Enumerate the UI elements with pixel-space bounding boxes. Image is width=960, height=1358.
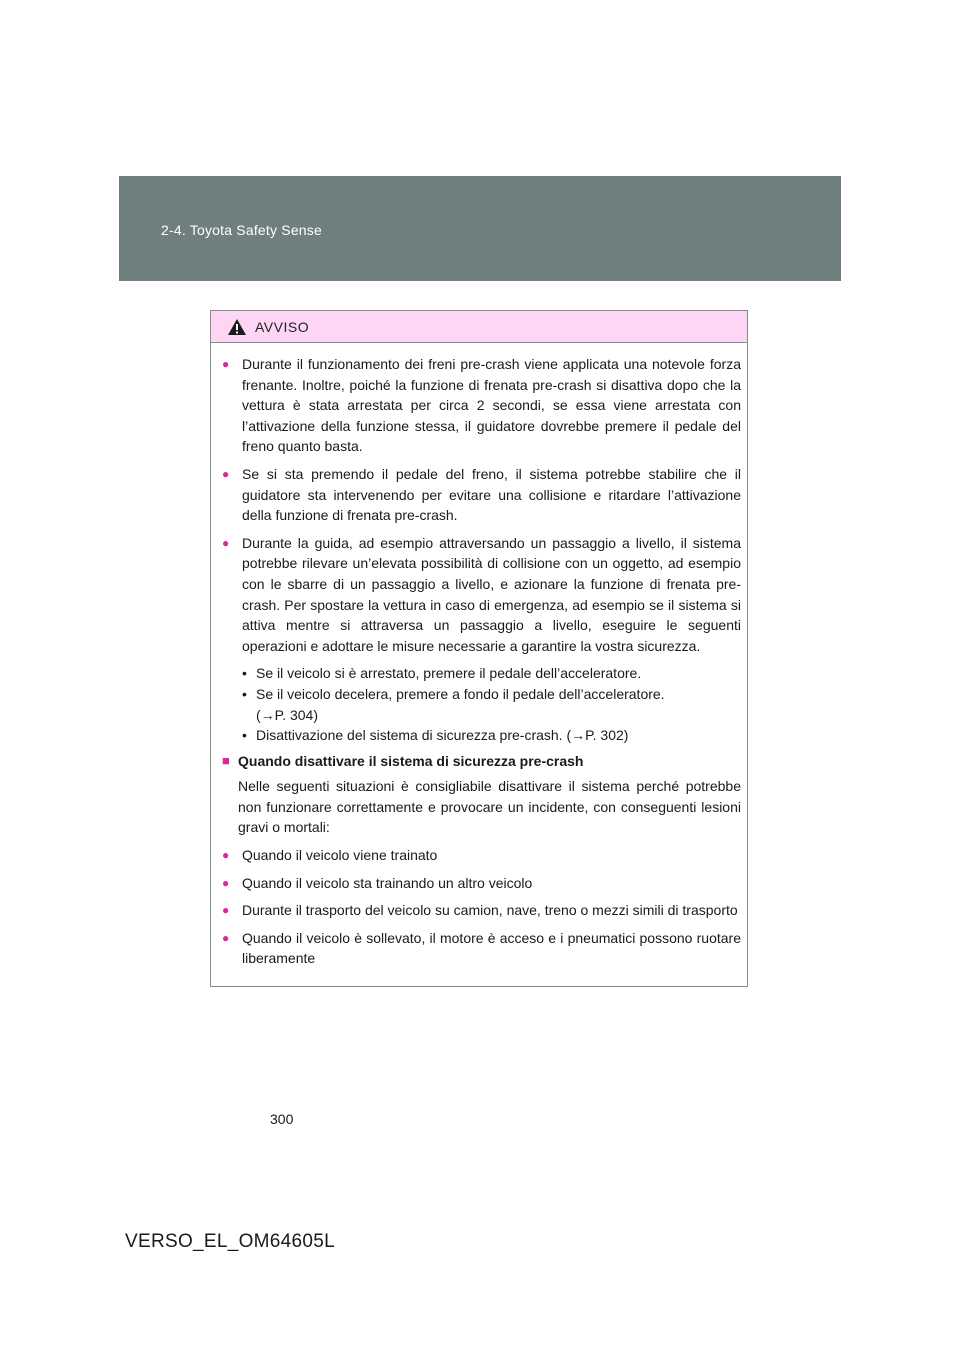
circle-bullet-icon: ● [222,466,230,481]
sub-list-item: • Disattivazione del sistema di sicurezza pre-crash. (→P. 302) [242,727,629,744]
warning-triangle-icon [227,318,247,336]
section-title: 2-4. Toyota Safety Sense [161,222,322,238]
document-code: VERSO_EL_OM64605L [125,1231,335,1252]
square-bullet-icon: ■ [222,752,230,768]
section-header-band [119,176,841,281]
warning-item: ● Quando il veicolo è sollevato, il motore è acceso e i pneumatici possono ruotare liberamente [222,928,741,969]
sub-list-item: • Se il veicolo decelera, premere a fondo il pedale dell’acceleratore. [242,685,665,702]
circle-bullet-icon: ● [222,535,230,550]
warning-item: ● Se si sta premendo il pedale del freno, il sistema potrebbe stabilire che il guidatore sta intervenendo per evitare una collisione e ritardare l’attivazione della funzione di frenata pre-crash. [222,464,741,526]
warning-item: ● Durante il trasporto del veicolo su camion, nave, treno o mezzi simili di trasporto [222,900,741,921]
sub-list [222,663,741,745]
warning-item: ● Quando il veicolo viene trainato [222,845,741,866]
section-intro: Nelle seguenti situazioni è consigliabile disattivare il sistema perché potrebbe non funzionare correttamente e provocare un incidente, con conseguenti lesioni gravi o mortali: [238,778,741,836]
circle-bullet-icon: ● [222,848,230,863]
circle-bullet-icon: ● [222,903,230,918]
warning-item: ● Durante la guida, ad esempio attraversando un passaggio a livello, il sistema potrebbe rilevare un’elevata possibilità di collisione con un oggetto, ad esempio con le sbarre di un passaggio a livello, e azionare la funzione di frenata pre-crash. Per spostare la vettura in caso di emergenza, ad esempio se il sistema si attiva mentre si attraversa un passaggio a livello, eseguire le seguenti operazioni e adottare le misure necessarie a garantire la vostra sicurezza. [222,533,741,657]
circle-bullet-icon: ● [222,875,230,890]
section-heading: ■ Quando disattivare il sistema di sicurezza pre-crash [222,751,741,772]
warning-box [210,310,748,987]
warning-body [211,343,747,969]
page-number: 300 [270,1111,294,1127]
warning-title: AVVISO [255,318,310,335]
circle-bullet-icon: ● [222,930,230,945]
sub-list-item: • Se il veicolo si è arrestato, premere il pedale dell’acceleratore. [242,665,642,682]
warning-header [211,311,747,343]
warning-item: ● Quando il veicolo sta trainando un altro veicolo [222,873,741,894]
page-reference: (→P. 304) [256,706,318,723]
warning-item: ● Durante il funzionamento dei freni pre-crash viene applicata una notevole forza frenante. Inoltre, poiché la funzione di frenata pre-crash si disattiva dopo che la vettura è stata arrestata per circa 2 secondi, se essa viene arrestata con l’attivazione della funzione stessa, il guidatore dovrebbe premere il pedale del freno quanto basta. [222,354,741,457]
circle-bullet-icon: ● [222,357,230,371]
